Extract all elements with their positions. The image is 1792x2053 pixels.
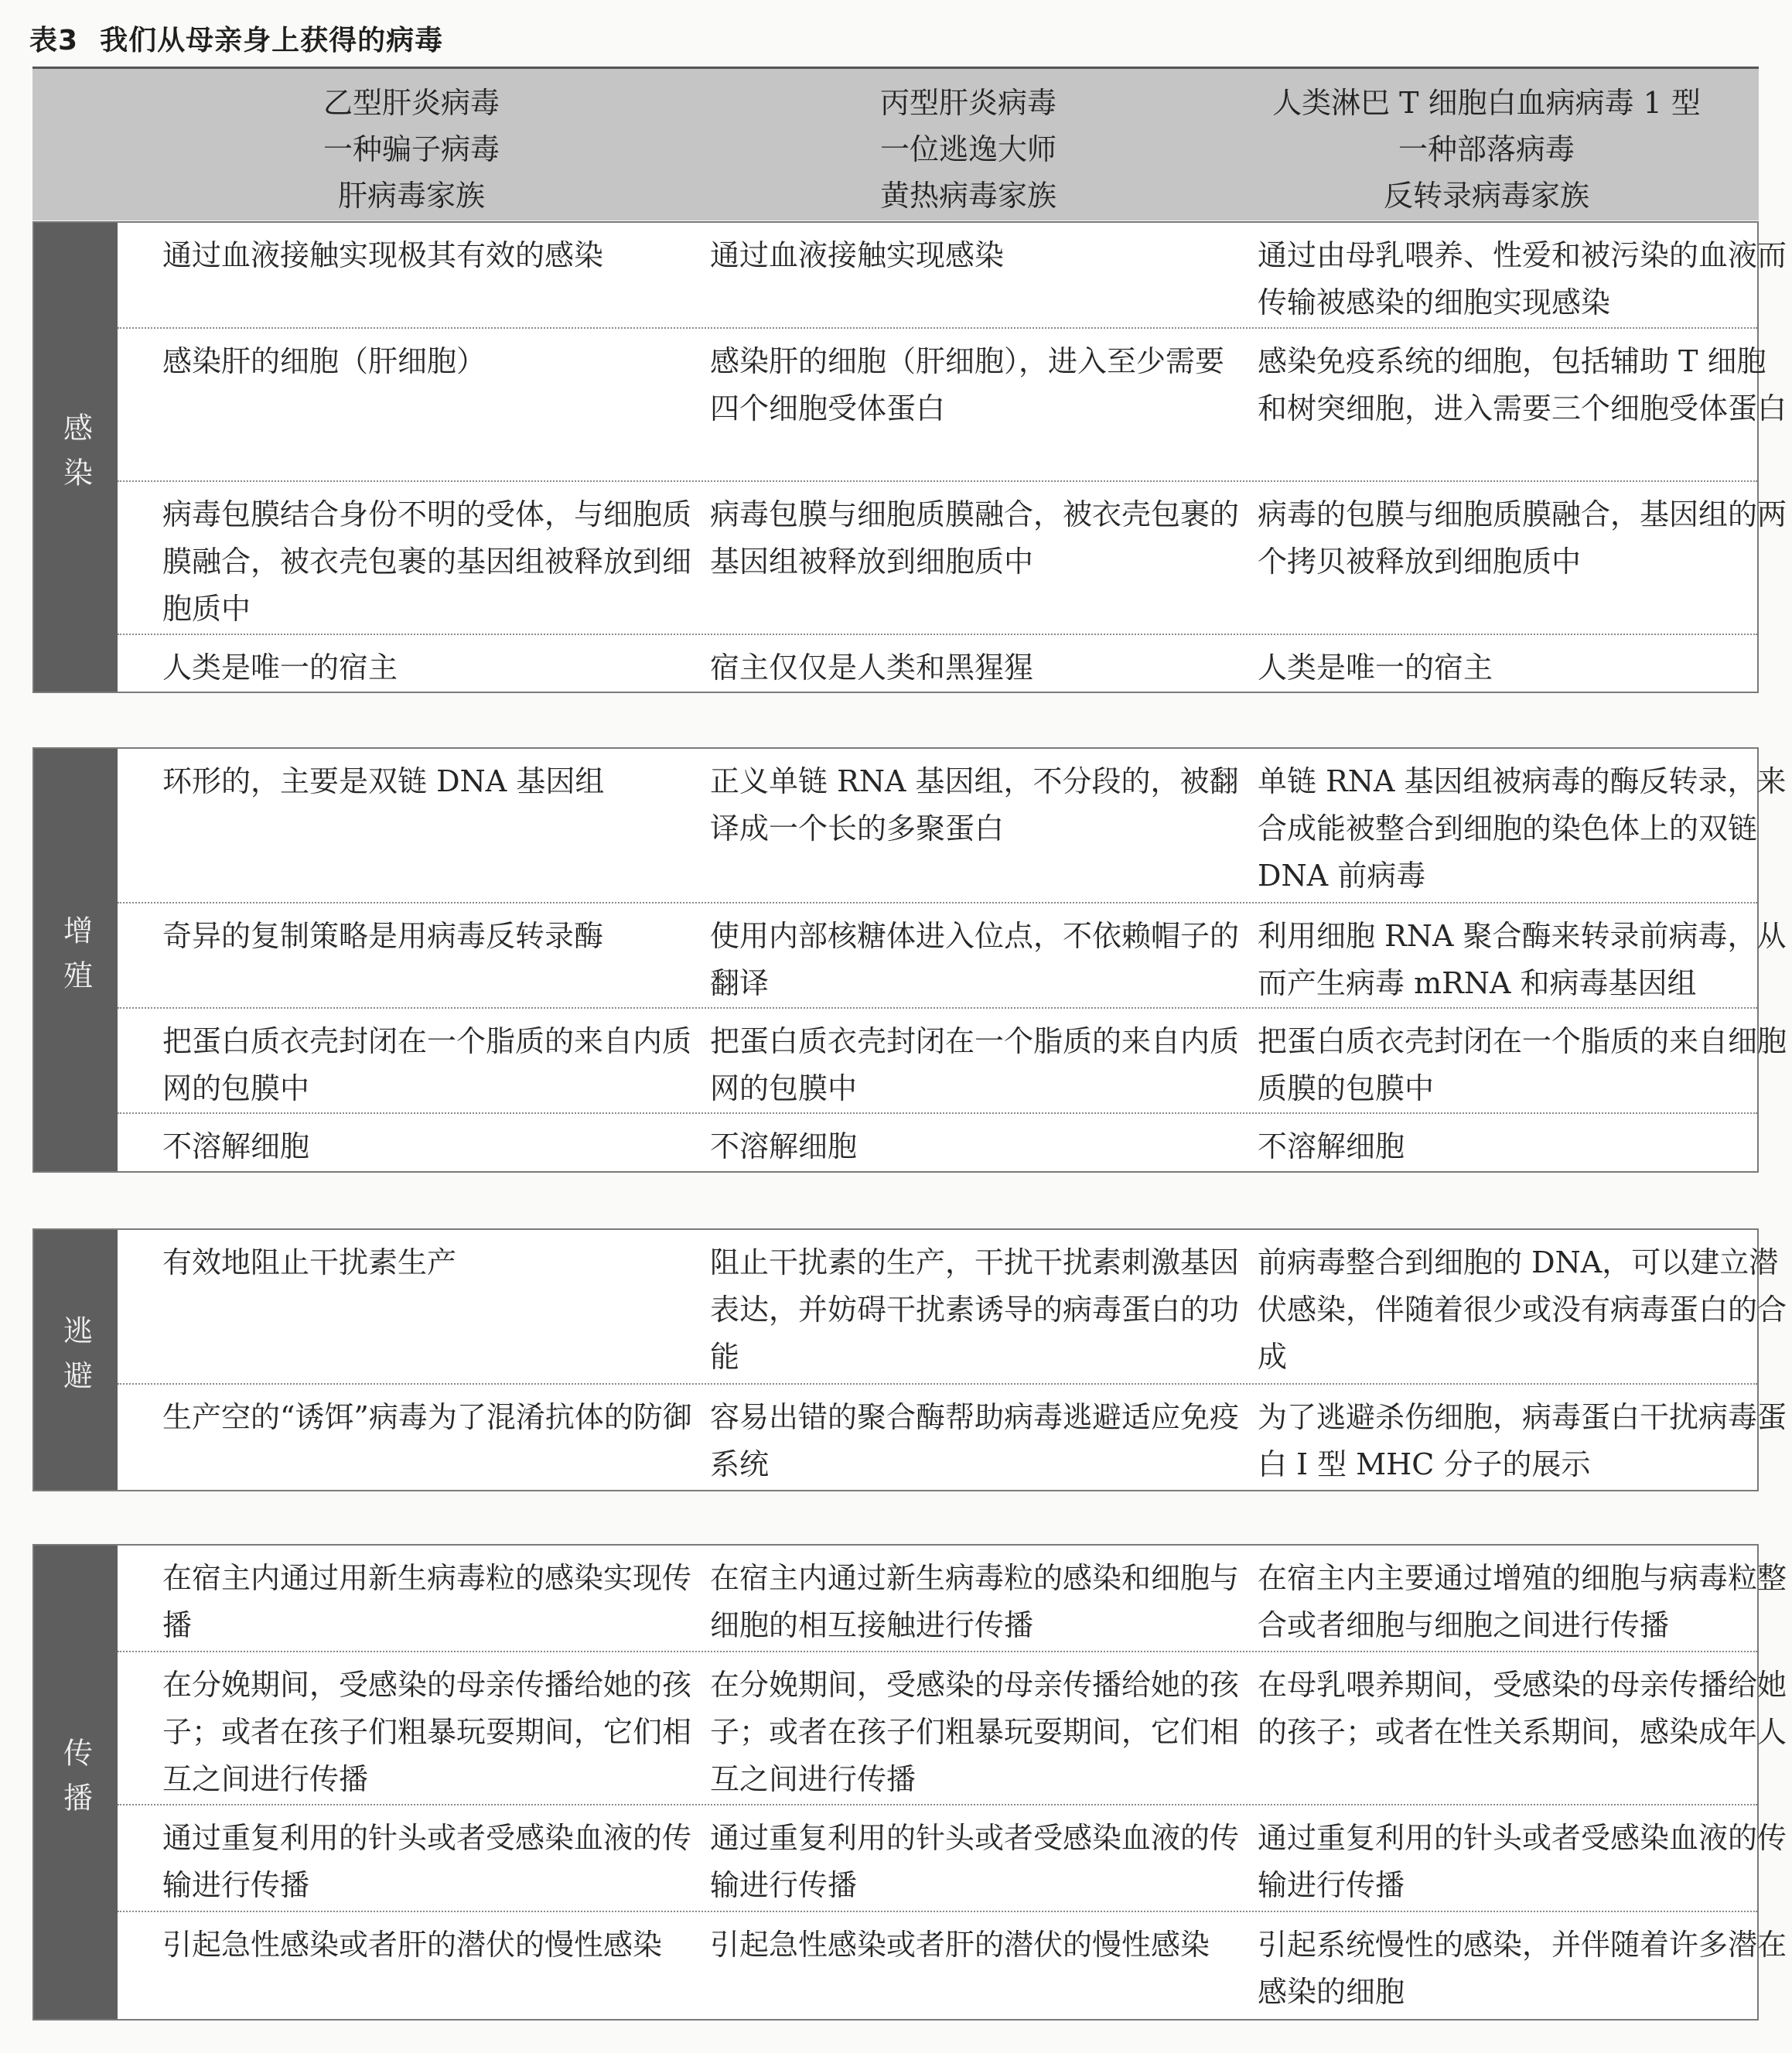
table-cell: 环形的，主要是双链 DNA 基因组 <box>162 764 605 798</box>
table-cell: 奇异的复制策略是用病毒反转录酶 <box>162 919 604 953</box>
table-cell: 单链 RNA 基因组被病毒的酶反转录，来合成能被整合到细胞的染色体上的双链 DNA 前病毒 <box>1258 764 1787 893</box>
table-cell: 把蛋白质衣壳封闭在一个脂质的来自内质网的包膜中 <box>710 1024 1240 1105</box>
table-row <box>118 1805 1787 1912</box>
table-cell: 通过重复利用的针头或者受感染血液的传输进行传播 <box>1258 1821 1787 1902</box>
column-header-hcv <box>674 80 1262 219</box>
table-cell: 通过由母乳喂养、性爱和被污染的血液而传输被感染的细胞实现感染 <box>1258 238 1787 319</box>
table-cell: 在宿主内通过新生病毒粒的感染和细胞与细胞的相互接触进行传播 <box>710 1561 1240 1642</box>
table-cell: 正义单链 RNA 基因组，不分段的，被翻译成一个长的多聚蛋白 <box>710 764 1239 845</box>
table-cell: 通过血液接触实现感染 <box>710 238 1005 272</box>
section-label: 逃避 <box>58 1315 93 1405</box>
section-label: 传播 <box>58 1737 93 1827</box>
table-caption <box>29 19 443 58</box>
section-label-bar <box>34 1546 118 2019</box>
virus-nickname: 一位逃逸大师 <box>879 132 1056 166</box>
table-cell: 感染肝的细胞（肝细胞） <box>162 344 486 378</box>
table-cell: 有效地阻止干扰素生产 <box>162 1245 457 1279</box>
table-cell: 病毒的包膜与细胞质膜融合，基因组的两个拷贝被释放到细胞质中 <box>1258 497 1787 579</box>
section-replication <box>32 747 1787 1173</box>
table-cell: 使用内部核糖体进入位点，不依赖帽子的翻译 <box>710 919 1240 1000</box>
virus-nickname: 一种部落病毒 <box>1398 132 1575 166</box>
table-row <box>118 1009 1787 1114</box>
table-number: 表3 <box>29 25 79 56</box>
table-cell: 人类是唯一的宿主 <box>1258 651 1493 685</box>
table-cell: 病毒包膜结合身份不明的受体，与细胞质膜融合，被衣壳包裹的基因组被释放到细胞质中 <box>162 497 692 626</box>
virus-name: 丙型肝炎病毒 <box>879 86 1056 120</box>
table-cell: 引起急性感染或者肝的潜伏的慢性感染 <box>710 1928 1210 1962</box>
table-cell: 利用细胞 RNA 聚合酶来转录前病毒，从而产生病毒 mRNA 和病毒基因组 <box>1258 919 1787 1000</box>
table-cell: 通过血液接触实现极其有效的感染 <box>162 238 604 272</box>
table-cell: 通过重复利用的针头或者受感染血液的传输进行传播 <box>710 1821 1240 1902</box>
table-row <box>118 904 1787 1009</box>
table-row <box>118 482 1787 635</box>
table-cell: 宿主仅仅是人类和黑猩猩 <box>710 651 1034 685</box>
table-cell: 阻止干扰素的生产，干扰干扰素刺激基因表达，并妨碍干扰素诱导的病毒蛋白的功能 <box>710 1245 1240 1374</box>
table-cell: 不溶解细胞 <box>710 1129 858 1163</box>
table-cell: 通过重复利用的针头或者受感染血液的传输进行传播 <box>162 1821 692 1902</box>
table-cell: 在分娩期间，受感染的母亲传播给她的孩子；或者在孩子们粗暴玩耍期间，它们相互之间进行传播 <box>162 1668 692 1796</box>
table-cell: 在宿主内主要通过增殖的细胞与病毒粒整合或者细胞与细胞之间进行传播 <box>1258 1561 1787 1642</box>
table-row <box>118 223 1787 329</box>
table-cell: 在母乳喂养期间，受感染的母亲传播给她的孩子；或者在性关系期间，感染成年人 <box>1258 1668 1787 1749</box>
virus-family: 肝病毒家族 <box>337 179 485 213</box>
table-cell: 容易出错的聚合酶帮助病毒逃避适应免疫系统 <box>710 1400 1240 1481</box>
table-row <box>118 635 1757 692</box>
table-row <box>118 329 1787 482</box>
table-cell: 不溶解细胞 <box>162 1129 310 1163</box>
virus-name: 人类淋巴 T 细胞白血病病毒 1 型 <box>1272 86 1701 120</box>
virus-family: 黄热病毒家族 <box>879 179 1056 213</box>
virus-family: 反转录病毒家族 <box>1383 179 1589 213</box>
table-row <box>118 1230 1787 1385</box>
column-header-hbv <box>118 80 705 219</box>
section-infection <box>32 221 1787 693</box>
section-transmission <box>32 1544 1787 2021</box>
table-cell: 在分娩期间，受感染的母亲传播给她的孩子；或者在孩子们粗暴玩耍期间，它们相互之间进行传播 <box>710 1668 1240 1796</box>
table-cell: 把蛋白质衣壳封闭在一个脂质的来自内质网的包膜中 <box>162 1024 692 1105</box>
table-cell: 生产空的“诱饵”病毒为了混淆抗体的防御 <box>162 1400 692 1434</box>
table-cell: 人类是唯一的宿主 <box>162 651 398 685</box>
table-row <box>118 749 1787 904</box>
table-row <box>118 1114 1757 1171</box>
table-cell: 在宿主内通过用新生病毒粒的感染实现传播 <box>162 1561 692 1642</box>
table-row <box>118 1652 1787 1805</box>
table-row <box>118 1912 1787 2019</box>
section-evasion <box>32 1228 1787 1491</box>
table-cell: 引起系统慢性的感染，并伴随着许多潜在感染的细胞 <box>1258 1928 1787 2009</box>
table-cell: 病毒包膜与细胞质膜融合，被衣壳包裹的基因组被释放到细胞质中 <box>710 497 1240 579</box>
table-header <box>32 67 1759 220</box>
table-title: 我们从母亲身上获得的病毒 <box>100 25 444 56</box>
table-cell: 为了逃避杀伤细胞，病毒蛋白干扰病毒蛋白 I 型 MHC 分子的展示 <box>1258 1400 1787 1481</box>
column-header-htlv1 <box>1193 80 1780 219</box>
table-row <box>118 1385 1787 1490</box>
table-cell: 前病毒整合到细胞的 DNA，可以建立潜伏感染，伴随着很少或没有病毒蛋白的合成 <box>1258 1245 1787 1374</box>
table-cell: 把蛋白质衣壳封闭在一个脂质的来自细胞质膜的包膜中 <box>1258 1024 1787 1105</box>
virus-name: 乙型肝炎病毒 <box>323 86 500 120</box>
section-label-bar <box>34 749 118 1171</box>
section-label-bar <box>34 223 118 692</box>
section-label-bar <box>34 1230 118 1490</box>
table-row <box>118 1546 1787 1652</box>
virus-nickname: 一种骗子病毒 <box>323 132 500 166</box>
section-label: 感染 <box>58 412 93 502</box>
section-label: 增殖 <box>58 915 93 1005</box>
table-cell: 不溶解细胞 <box>1258 1129 1405 1163</box>
table-cell: 感染免疫系统的细胞，包括辅助 T 细胞和树突细胞，进入需要三个细胞受体蛋白 <box>1258 344 1787 425</box>
table-cell: 感染肝的细胞（肝细胞），进入至少需要四个细胞受体蛋白 <box>710 344 1225 425</box>
table-cell: 引起急性感染或者肝的潜伏的慢性感染 <box>162 1928 663 1962</box>
